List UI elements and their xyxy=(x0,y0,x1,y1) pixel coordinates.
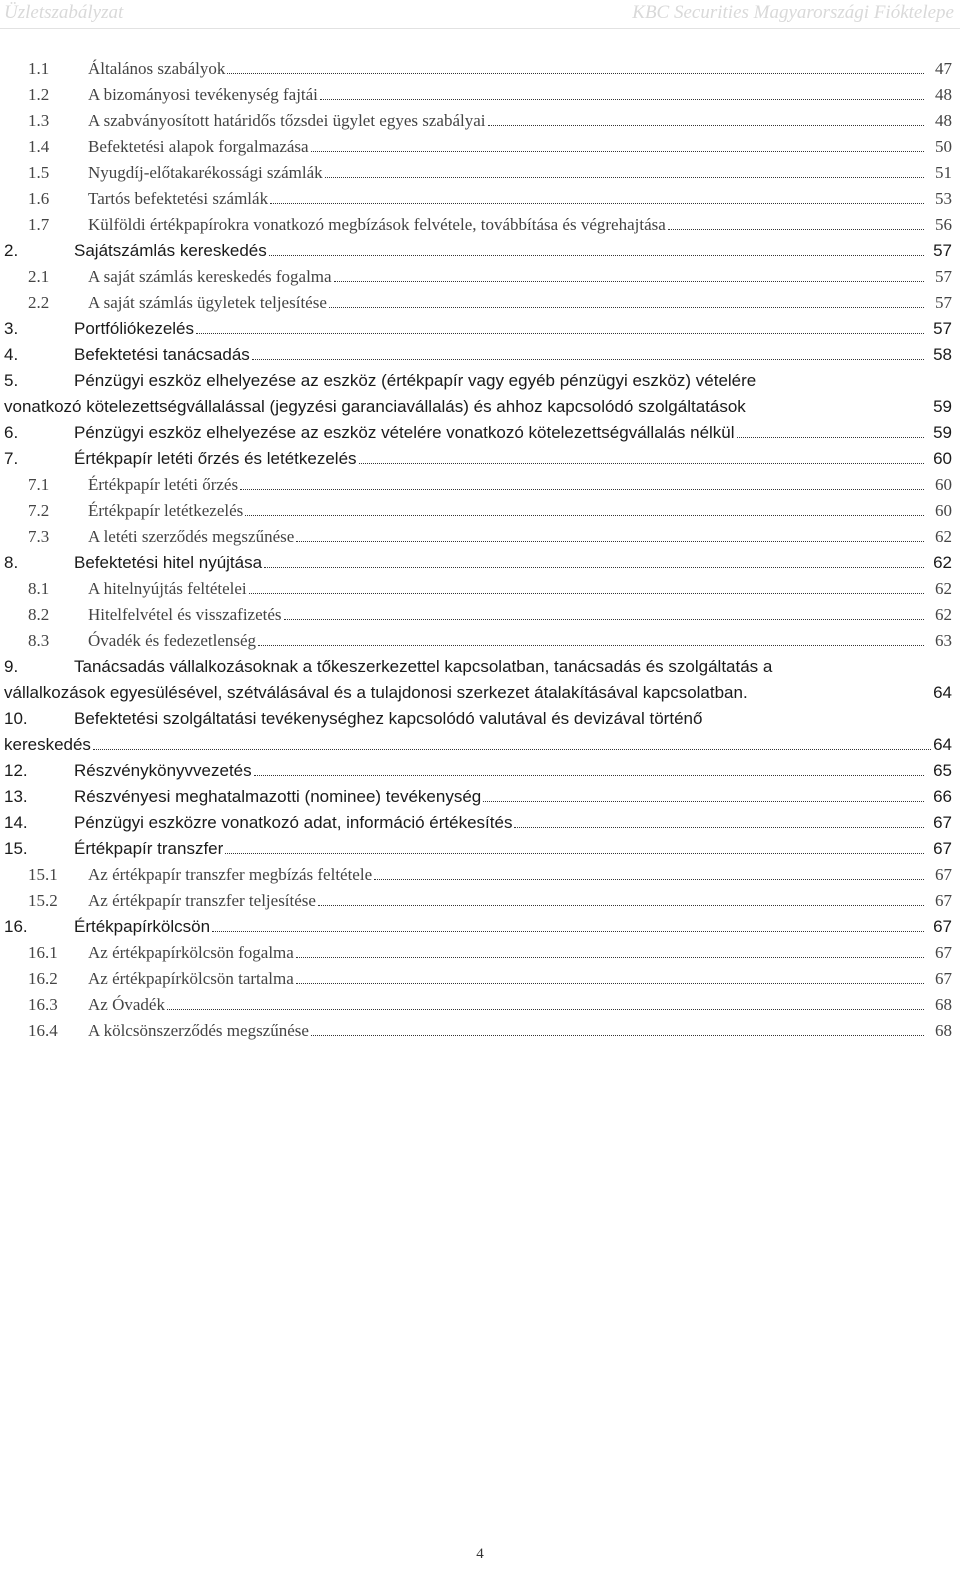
dot-leader xyxy=(196,333,924,334)
section-title: A saját számlás ügyletek teljesítése xyxy=(88,293,327,312)
toc-entry xyxy=(0,56,960,82)
toc-entry xyxy=(0,810,960,836)
dot-leader xyxy=(311,151,924,152)
page-ref: 68 xyxy=(935,1021,952,1040)
toc-entry xyxy=(0,264,960,290)
section-number: 15.2 xyxy=(28,891,58,910)
toc-entry xyxy=(0,576,960,602)
section-title-continued: kereskedés xyxy=(4,735,91,754)
section-title: Értékpapírkölcsön xyxy=(74,917,211,936)
dot-leader xyxy=(488,125,924,126)
dot-leader xyxy=(359,463,924,464)
page-ref: 59 xyxy=(933,397,952,416)
page-ref: 66 xyxy=(933,787,952,806)
toc-entry xyxy=(0,784,960,810)
header-title-right: KBC Securities Magyarországi Fióktelepe xyxy=(632,2,954,23)
section-number: 9. xyxy=(4,657,19,676)
section-title: A saját számlás kereskedés fogalma xyxy=(88,267,332,286)
toc-entry xyxy=(0,160,960,186)
dot-leader xyxy=(240,489,924,490)
dot-leader xyxy=(269,255,924,256)
page-number: 4 xyxy=(476,1546,484,1562)
section-number: 7.3 xyxy=(28,527,50,546)
toc-entry xyxy=(0,862,960,888)
section-title: A hitelnyújtás feltételei xyxy=(88,579,247,598)
page-ref: 57 xyxy=(933,241,952,260)
section-number: 8.3 xyxy=(28,631,50,650)
dot-leader xyxy=(167,1009,924,1010)
section-title: Hitelfelvétel és visszafizetés xyxy=(88,605,282,624)
dot-leader xyxy=(296,983,924,984)
section-title: Az értékpapírkölcsön tartalma xyxy=(88,969,294,988)
page-ref: 67 xyxy=(935,891,952,910)
section-title: Az értékpapír transzfer megbízás feltétele xyxy=(88,865,373,884)
dot-leader xyxy=(320,99,924,100)
dot-leader xyxy=(93,749,931,750)
page-ref: 53 xyxy=(935,189,952,208)
toc-entry xyxy=(0,966,960,992)
toc-entry xyxy=(0,628,960,654)
section-number: 15. xyxy=(4,839,28,858)
dot-leader xyxy=(252,359,924,360)
section-title: Az értékpapír transzfer teljesítése xyxy=(88,891,316,910)
page-ref: 67 xyxy=(935,943,952,962)
section-title-continued: vállalkozások egyesülésével, szétválásával és a tulajdonosi szerkezet átalakításával kapcsolatban. xyxy=(4,683,748,702)
page-ref: 67 xyxy=(935,865,952,884)
section-title: Befektetési alapok forgalmazása xyxy=(88,137,309,156)
dot-leader xyxy=(483,801,924,802)
section-title: Külföldi értékpapírokra vonatkozó megbízások felvétele, továbbítása és végrehajtása xyxy=(88,215,666,234)
page-ref: 67 xyxy=(933,813,952,832)
toc-entry xyxy=(0,212,960,238)
section-number: 16.1 xyxy=(28,943,58,962)
section-title: Nyugdíj-előtakarékossági számlák xyxy=(88,163,323,182)
toc-entry xyxy=(0,446,960,472)
toc-entry xyxy=(0,186,960,212)
section-title: Az értékpapírkölcsön fogalma xyxy=(88,943,294,962)
header-title-left: Üzletszabályzat xyxy=(4,2,124,23)
toc-entry xyxy=(0,524,960,550)
toc-entry xyxy=(0,706,960,758)
section-title: Értékpapír transzfer xyxy=(74,839,224,858)
dot-leader xyxy=(254,775,924,776)
dot-leader xyxy=(318,905,924,906)
section-number: 1.7 xyxy=(28,215,50,234)
toc-entry xyxy=(0,238,960,264)
section-number: 8.1 xyxy=(28,579,50,598)
page-ref: 47 xyxy=(935,59,952,78)
dot-leader xyxy=(514,827,924,828)
page-ref: 64 xyxy=(933,683,952,702)
page-ref: 68 xyxy=(935,995,952,1014)
section-number: 14. xyxy=(4,813,28,832)
page-ref: 57 xyxy=(935,267,952,286)
dot-leader xyxy=(225,853,924,854)
section-title: A szabványosított határidős tőzsdei ügylet egyes szabályai xyxy=(88,111,486,130)
page-ref: 59 xyxy=(933,423,952,442)
section-title-line xyxy=(4,657,772,677)
page-ref: 62 xyxy=(935,579,952,598)
section-number: 7.1 xyxy=(28,475,50,494)
page-ref: 60 xyxy=(935,475,952,494)
section-number: 2. xyxy=(4,241,19,260)
section-title-line xyxy=(4,371,756,391)
toc-entry xyxy=(0,654,960,706)
toc-entry xyxy=(0,992,960,1018)
page-ref: 48 xyxy=(935,85,952,104)
section-title: Értékpapír letétkezelés xyxy=(88,501,244,520)
toc-entry xyxy=(0,498,960,524)
table-of-contents xyxy=(0,56,960,1044)
toc-entry xyxy=(0,602,960,628)
section-number: 10. xyxy=(4,709,28,728)
dot-leader xyxy=(329,307,924,308)
dot-leader xyxy=(270,203,924,204)
section-number: 1.4 xyxy=(28,137,50,156)
section-title: A kölcsönszerződés megszűnése xyxy=(88,1021,309,1040)
section-number: 2.1 xyxy=(28,267,50,286)
section-title: Pénzügyi eszköz elhelyezése az eszköz (értékpapír vagy egyéb pénzügyi eszköz) vételére xyxy=(74,371,757,390)
toc-entry xyxy=(0,914,960,940)
dot-leader xyxy=(212,931,924,932)
section-number: 1.5 xyxy=(28,163,50,182)
section-title: Értékpapír letéti őrzés xyxy=(88,475,239,494)
section-title: Portfóliókezelés xyxy=(74,319,195,338)
dot-leader xyxy=(264,567,924,568)
toc-entry xyxy=(0,940,960,966)
section-number: 3. xyxy=(4,319,19,338)
page-ref: 56 xyxy=(935,215,952,234)
page-ref: 57 xyxy=(935,293,952,312)
section-title-line xyxy=(4,709,702,729)
section-title: Befektetési hitel nyújtása xyxy=(74,553,263,572)
dot-leader xyxy=(296,957,924,958)
page-ref: 60 xyxy=(935,501,952,520)
page-ref: 62 xyxy=(935,527,952,546)
dot-leader xyxy=(311,1035,924,1036)
section-number: 16.2 xyxy=(28,969,58,988)
section-title: Óvadék és fedezetlenség xyxy=(88,631,257,650)
dot-leader xyxy=(334,281,924,282)
section-number: 5. xyxy=(4,371,19,390)
section-title: Pénzügyi eszközre vonatkozó adat, információ értékesítés xyxy=(74,813,513,832)
section-title: Az Óvadék xyxy=(88,995,165,1014)
section-number: 2.2 xyxy=(28,293,50,312)
section-number: 1.2 xyxy=(28,85,50,104)
toc-entry xyxy=(0,758,960,784)
section-title-continued: vonatkozó kötelezettségvállalással (jegyzési garanciavállalás) és ahhoz kapcsolódó szolgáltatások xyxy=(4,397,746,416)
running-header xyxy=(0,0,960,26)
section-title: Részvényesi meghatalmazotti (nominee) tevékenység xyxy=(74,787,482,806)
page-ref: 60 xyxy=(933,449,952,468)
toc-entry xyxy=(0,550,960,576)
dot-leader xyxy=(737,437,924,438)
page-ref: 67 xyxy=(933,839,952,858)
toc-entry xyxy=(0,342,960,368)
section-number: 4. xyxy=(4,345,19,364)
section-number: 6. xyxy=(4,423,19,442)
section-title: Értékpapír letéti őrzés és letétkezelés xyxy=(74,449,357,468)
page-ref: 67 xyxy=(933,917,952,936)
toc-entry xyxy=(0,420,960,446)
section-number: 7. xyxy=(4,449,19,468)
page-ref: 50 xyxy=(935,137,952,156)
section-number: 7.2 xyxy=(28,501,50,520)
section-title: Tartós befektetési számlák xyxy=(88,189,269,208)
toc-entry xyxy=(0,108,960,134)
toc-entry xyxy=(0,368,960,420)
section-number: 15.1 xyxy=(28,865,58,884)
page-ref: 67 xyxy=(935,969,952,988)
dot-leader xyxy=(284,619,924,620)
section-number: 8. xyxy=(4,553,19,572)
page-ref: 63 xyxy=(935,631,952,650)
section-number: 16.3 xyxy=(28,995,58,1014)
page-ref: 65 xyxy=(933,761,952,780)
section-number: 16. xyxy=(4,917,28,936)
section-title: A bizományosi tevékenység fajtái xyxy=(88,85,318,104)
dot-leader xyxy=(668,229,924,230)
section-number: 13. xyxy=(4,787,28,806)
section-title: A letéti szerződés megszűnése xyxy=(88,527,295,546)
toc-entry xyxy=(0,1018,960,1044)
section-number: 1.1 xyxy=(28,59,50,78)
toc-entry xyxy=(0,82,960,108)
dot-leader xyxy=(258,645,924,646)
dot-leader xyxy=(374,879,924,880)
section-number: 8.2 xyxy=(28,605,50,624)
page-ref: 62 xyxy=(935,605,952,624)
toc-entry xyxy=(0,836,960,862)
page-ref: 58 xyxy=(933,345,952,364)
section-number: 16.4 xyxy=(28,1021,58,1040)
page-ref: 62 xyxy=(933,553,952,572)
dot-leader xyxy=(245,515,924,516)
dot-leader xyxy=(249,593,924,594)
dot-leader xyxy=(325,177,924,178)
section-title: Pénzügyi eszköz elhelyezése az eszköz vételére vonatkozó kötelezettségvállalás nélkül xyxy=(74,423,735,442)
section-number: 1.3 xyxy=(28,111,50,130)
section-number: 12. xyxy=(4,761,28,780)
header-divider xyxy=(0,28,960,29)
toc-entry xyxy=(0,472,960,498)
toc-entry xyxy=(0,316,960,342)
section-title: Befektetési tanácsadás xyxy=(74,345,250,364)
toc-entry xyxy=(0,888,960,914)
dot-leader xyxy=(227,73,924,74)
section-title: Részvénykönyvvezetés xyxy=(74,761,252,780)
section-title: Általános szabályok xyxy=(88,59,226,78)
page-ref: 48 xyxy=(935,111,952,130)
dot-leader xyxy=(296,541,924,542)
page-ref: 57 xyxy=(933,319,952,338)
section-number: 1.6 xyxy=(28,189,50,208)
section-title: Tanácsadás vállalkozásoknak a tőkeszerkezettel kapcsolatban, tanácsadás és szolgáltatás a xyxy=(74,657,773,676)
page-ref: 64 xyxy=(933,735,952,754)
section-title: Sajátszámlás kereskedés xyxy=(74,241,267,260)
toc-entry xyxy=(0,134,960,160)
toc-entry xyxy=(0,290,960,316)
page-ref: 51 xyxy=(935,163,952,182)
section-title: Befektetési szolgáltatási tevékenységhez kapcsolódó valutával és devizával történő xyxy=(74,709,703,728)
